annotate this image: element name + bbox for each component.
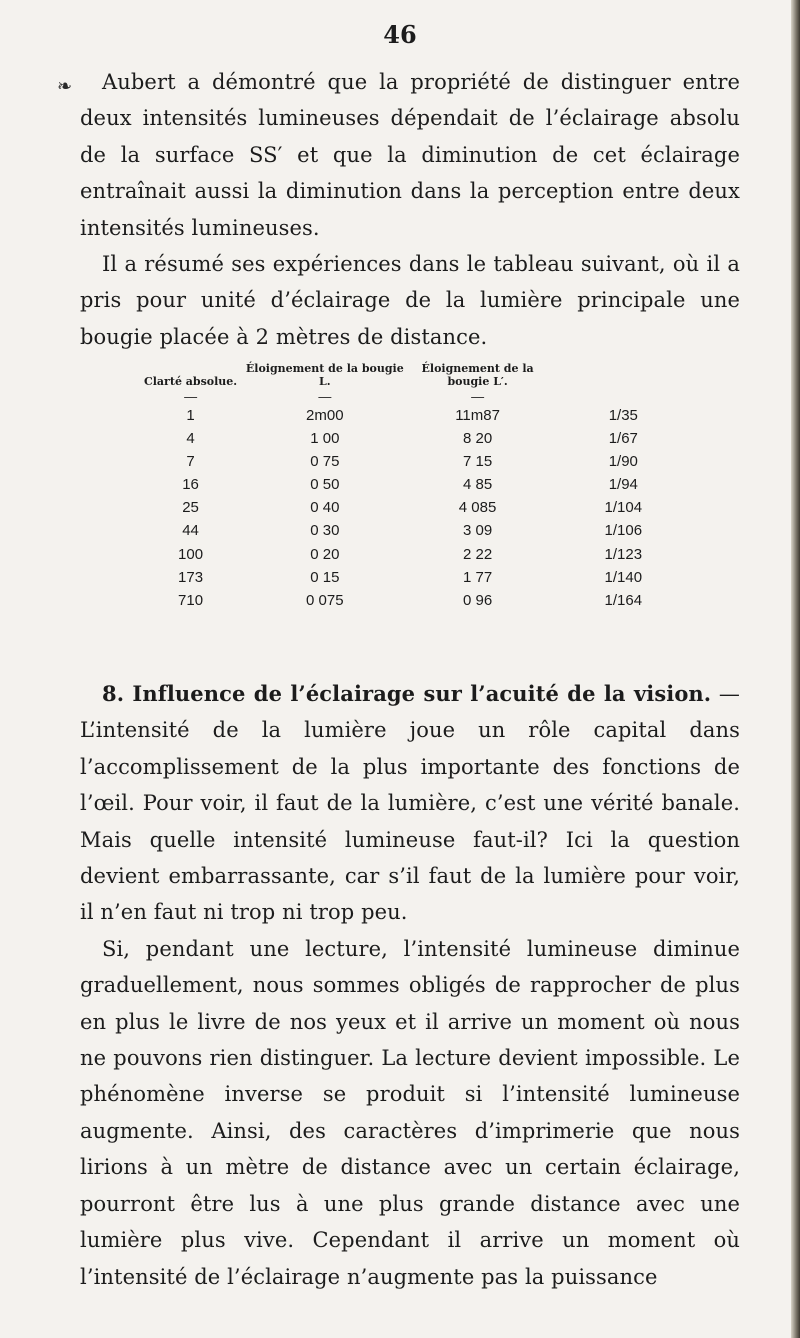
- dash-cell: —: [318, 389, 332, 404]
- table-cell: 7: [186, 453, 195, 471]
- table-cell: 1 77: [462, 568, 493, 586]
- header-ratio: [547, 362, 700, 390]
- margin-mark: ❧: [57, 76, 73, 97]
- table-row: [140, 404, 700, 427]
- table-cell: 2m00: [306, 407, 344, 424]
- table-cell: 4 085: [458, 499, 497, 517]
- table-cell: 7 15: [462, 453, 493, 471]
- intro-paragraph-2: Il a résumé ses expériences dans le tableau suivant, où il a pris pour unité d’éclairage de la lumière principale une bougie placée à 2 mètres de distance.: [80, 252, 740, 349]
- table-cell: 1: [186, 407, 195, 424]
- table-row: [140, 473, 700, 496]
- header-eloignement-l: Éloignement de la bougie L.: [245, 362, 404, 388]
- table-dash-row: [140, 390, 700, 404]
- table-cell: 1/35: [608, 407, 638, 424]
- table-cell: 100: [178, 545, 204, 563]
- table-cell: 0 50: [310, 476, 340, 494]
- table-body: [140, 404, 700, 612]
- section-paragraph-1: [80, 676, 740, 931]
- table-row: [140, 427, 700, 450]
- table-cell: 1/67: [608, 430, 638, 448]
- table-cell: 1/90: [608, 453, 638, 471]
- intro-text: [80, 64, 740, 355]
- table-cell: 1/104: [604, 499, 643, 517]
- table-cell: 25: [182, 499, 199, 517]
- table-cell: 4: [186, 430, 195, 448]
- table-cell: 4 85: [462, 476, 493, 494]
- table-row: [140, 450, 700, 473]
- table-cell: 0 30: [310, 522, 340, 540]
- table-header-row: [140, 362, 700, 390]
- table-cell: 0 20: [310, 545, 340, 563]
- results-table: [140, 362, 700, 612]
- table-cell: 1/106: [604, 522, 643, 540]
- table-cell: 1/140: [604, 568, 643, 586]
- table-cell: 8 20: [462, 430, 493, 448]
- table-cell: 0 75: [310, 453, 340, 471]
- table-row: [140, 496, 700, 519]
- header-eloignement-l-prime: Éloignement de la bougie L′.: [421, 362, 534, 388]
- section-text: [80, 676, 740, 1295]
- table-cell: 0 15: [310, 568, 340, 586]
- table-cell: 710: [178, 591, 204, 609]
- dash-cell: —: [471, 389, 485, 404]
- table-cell: 44: [182, 522, 199, 540]
- table-cell: 173: [178, 568, 204, 586]
- table-cell: 1/164: [604, 591, 643, 609]
- intro-paragraph-1: Aubert a démontré que la propriété de distinguer entre deux intensités lumineuses dépendait de l’éclairage absolu de la surface SS′ et que la diminution de cet éclairage entraînait aussi la diminution dans la perception entre deux intensités lumineuses.: [80, 70, 740, 240]
- table-cell: 1/123: [604, 545, 643, 563]
- table-row: [140, 519, 700, 542]
- header-clarte: Clarté absolue.: [144, 375, 238, 388]
- table-cell: 1/94: [608, 476, 638, 494]
- section-paragraph-2: Si, pendant une lecture, l’intensité lumineuse diminue graduellement, nous sommes obligés de rapprocher de plus en plus le livre de nos yeux et il arrive un moment où nous ne pouvons rien distinguer. La lecture devient impossible. Le phénomène inverse se produit si l’intensité lumineuse augmente. Ainsi, des caractères d’imprimerie que nous lirions à un mètre de distance avec un certain éclairage, pourront être lus à une plus grande distance avec une lumière plus vive. Cependant il arrive un moment où l’intensité de l’éclairage n’augmente pas la puissance: [80, 936, 740, 1289]
- table-cell: 0 40: [310, 499, 340, 517]
- table-cell: 1 00: [310, 430, 340, 448]
- section-heading-tail: — L’intensité de la lumière joue un rôle capital dans l’accomplissement de la plus importante des fonctions de l’œil. Pour voir, il faut de la lumière, c’est une vérité banale. Mais quelle intensité lumineuse faut-il? Ici la question devient embarrassante, car s’il faut de la lumière pour voir, il n’en faut ni trop ni trop peu.: [80, 682, 740, 925]
- table-cell: 3 09: [462, 522, 493, 540]
- dash-cell: —: [184, 389, 198, 404]
- table-row: [140, 589, 700, 612]
- table-row: [140, 543, 700, 566]
- dash-cell: [547, 390, 700, 404]
- table-row: [140, 566, 700, 589]
- page-edge-shadow: [791, 0, 800, 1338]
- table-cell: 16: [182, 476, 199, 494]
- page-number: 46: [383, 20, 417, 49]
- table-cell: 0 075: [306, 591, 344, 609]
- table-cell: 2 22: [462, 545, 493, 563]
- table-cell: 0 96: [462, 591, 493, 609]
- section-heading: 8. Influence de l’éclairage sur l’acuité de la vision.: [102, 681, 712, 706]
- table-cell: 11m87: [455, 407, 500, 424]
